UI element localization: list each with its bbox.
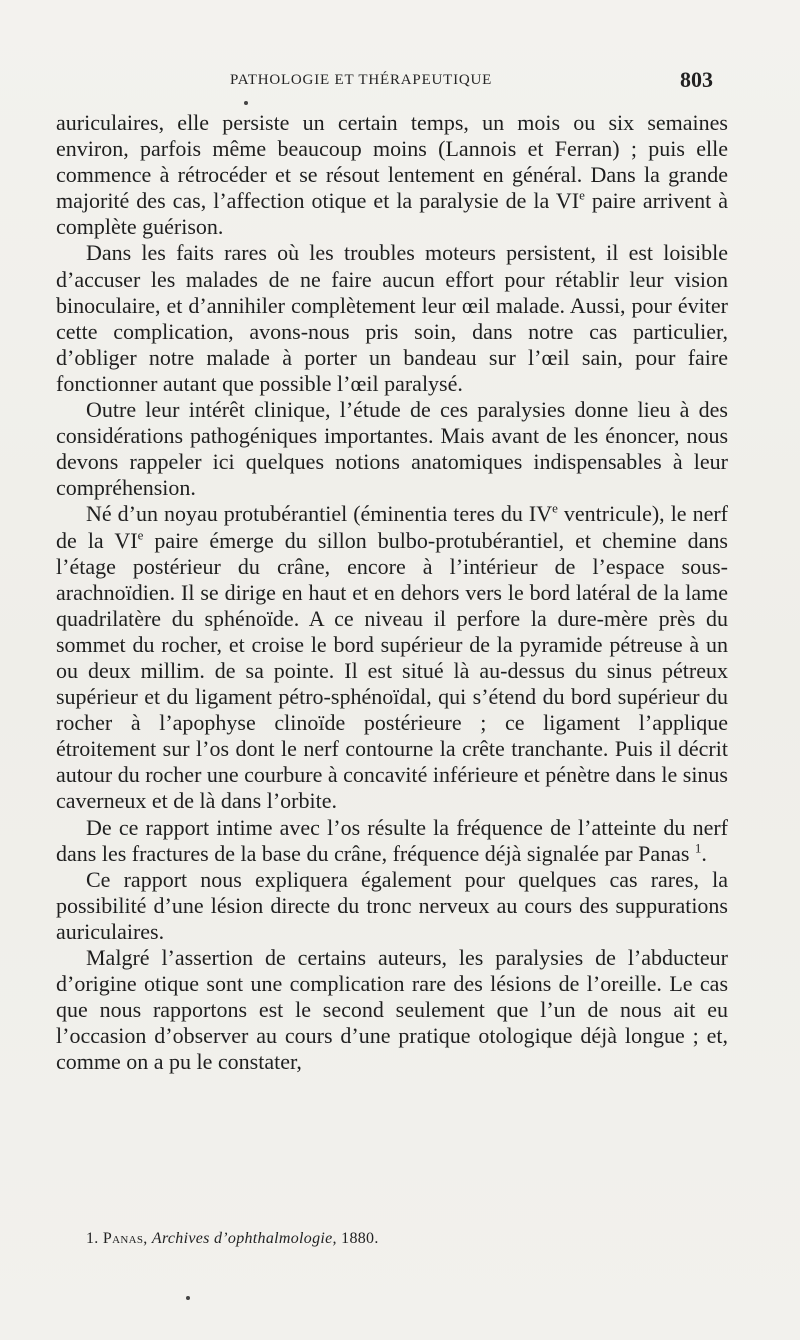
footnote-reference: 1 bbox=[694, 840, 702, 856]
paragraph-3: Outre leur intérêt clinique, l’étude de ces paralysies donne lieu à des considérations pathogéniques importantes. Mais avant de les énoncer, nous devons rappeler ici quelques notions anatomiques indispensables à leur compréhension. bbox=[56, 397, 728, 501]
footnote-work: Archives d’ophthalmologie, bbox=[151, 1230, 337, 1247]
paragraph-5: De ce rapport intime avec l’os résulte la fréquence de l’atteinte du nerf dans les fractures de la base du crâne, fréquence déjà signalée par Panas $^1$. bbox=[56, 814, 728, 866]
footnote-number: 1. bbox=[86, 1230, 99, 1247]
paragraph-1: auriculaires, elle persiste un certain temps, un mois ou six semaines environ, parfois même beaucoup moins (Lannois et Ferran) ; puis elle commence à rétrocéder et se résout lentement en général. Dans la grande majorité des cas, l’affection otique et la paralysie de la VIe paire arrivent à complète guérison. bbox=[56, 110, 729, 240]
footnote bbox=[86, 1230, 726, 1248]
running-title: PATHOLOGIE ET THÉRAPEUTIQUE bbox=[230, 72, 493, 88]
page-number: 803 bbox=[680, 67, 713, 92]
ink-speck bbox=[186, 1296, 190, 1300]
paragraph-7: Malgré l’assertion de certains auteurs, les paralysies de l’abducteur d’origine otique sont une complication rare des lésions de l’oreille. Le cas que nous rapportons est le second seulement que l’un de nous ait eu l’occasion d’observer au cours d’une pratique otologique déjà longue ; et, comme on a pu le constater, bbox=[56, 945, 728, 1075]
body-text bbox=[56, 110, 728, 1075]
paragraph-2: Dans les faits rares où les troubles moteurs persistent, il est loisible d’accuser les malades de ne faire aucun effort pour rétablir leur vision binoculaire, et d’annihiler complètement leur œil malade. Aussi, pour éviter cette complication, avons-nous pris soin, dans notre cas particulier, d’obliger notre malade à porter un bandeau sur l’œil sain, pour faire fonctionner autant que possible l’œil paralysé. bbox=[56, 240, 728, 396]
footnote-author: Panas, bbox=[102, 1230, 148, 1247]
running-head bbox=[0, 64, 800, 94]
footnote-year: 1880. bbox=[341, 1230, 379, 1247]
paragraph-6: Ce rapport nous expliquera également pour quelques cas rares, la possibilité d’une lésion directe du tronc nerveux au cours des suppurations auriculaires. bbox=[56, 866, 728, 944]
paragraph-4: Né d’un noyau protubérantiel (éminentia teres du IVe ventricule), le nerf de la VIe paire émerge du sillon bulbo-protubérantiel, et chemine dans l’étage postérieur du crâne, encore à l’intérieur de l’espace sous-arachnoïdien. Il se dirige en haut et en dehors vers le bord latéral de la lame quadrilatère du sphénoïde. A ce niveau il perfore la dure-mère près du sommet du rocher, et croise le bord supérieur de la pyramide pétreuse à un ou deux millim. de sa pointe. Il est situé là au-dessus du sinus pétreux supérieur et du ligament pétro-sphénoïdal, qui s’étend du bord supérieur du rocher à l’apophyse clinoïde postérieure ; ce ligament l’applique étroitement sur l’os dont le nerf contourne la crête tranchante. Puis il décrit autour du rocher une courbure à concavité inférieure et pénètre dans le sinus caverneux et de là dans l’orbite. bbox=[56, 501, 729, 814]
ink-speck bbox=[244, 101, 248, 105]
